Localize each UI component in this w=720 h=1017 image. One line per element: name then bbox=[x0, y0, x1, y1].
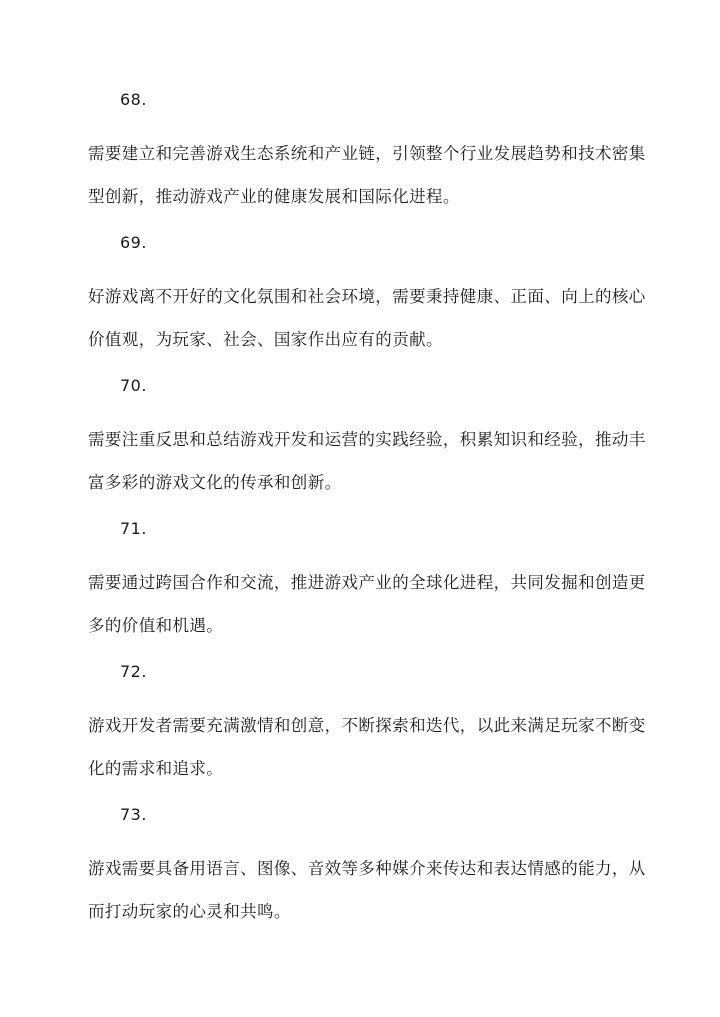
item-number: 71. bbox=[120, 519, 147, 538]
item-number: 70. bbox=[120, 376, 147, 395]
item-number: 72. bbox=[120, 662, 147, 681]
item-number: 73. bbox=[120, 805, 147, 824]
item-text: 需要通过跨国合作和交流，推进游戏产业的全球化进程，共同发掘和创造更多的价值和机遇。 bbox=[88, 573, 646, 635]
item-number: 68. bbox=[120, 90, 147, 109]
item-text: 好游戏离不开好的文化氛围和社会环境，需要秉持健康、正面、向上的核心价值观，为玩家、社会、国家作出应有的贡献。 bbox=[88, 287, 646, 349]
item-number: 69. bbox=[120, 233, 147, 252]
item-text: 游戏开发者需要充满激情和创意，不断探索和迭代，以此来满足玩家不断变化的需求和追求。 bbox=[88, 716, 646, 778]
item-text: 需要注重反思和总结游戏开发和运营的实践经验，积累知识和经验，推动丰富多彩的游戏文化的传承和创新。 bbox=[88, 430, 646, 492]
item-text: 游戏需要具备用语言、图像、音效等多种媒介来传达和表达情感的能力，从而打动玩家的心灵和共鸣。 bbox=[88, 859, 646, 921]
item-text: 需要建立和完善游戏生态系统和产业链，引领整个行业发展趋势和技术密集型创新，推动游戏产业的健康发展和国际化进程。 bbox=[88, 144, 646, 206]
